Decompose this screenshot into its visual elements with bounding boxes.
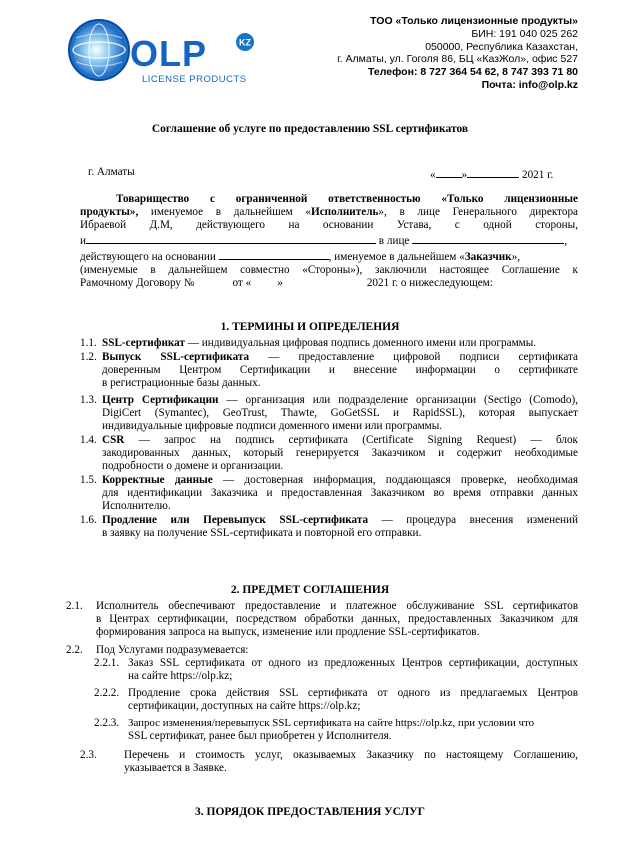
term-1-3: 1.3. Центр Сертификации — организация или подразделение организации (Sectigo (Comodo), DigiCert (Symantec), GeoTrust, Thawte, GoGetSSL и RapidSSL), которая выпускает индивидуальные цифровые подписи доменного имени или программы. [80,394,579,432]
company-address-2: г. Алматы, ул. Гоголя 86, БЦ «КазЖол», офис 527 [337,53,578,66]
logo-brand: OLP [130,33,208,74]
section-1-heading: 1. ТЕРМИНЫ И ОПРЕДЕЛЕНИЯ [220,321,400,333]
company-info [337,15,578,92]
logo-tagline: LICENSE PRODUCTS [142,74,247,85]
clause-2-2: 2.2. Под Услугами подразумевается: [66,644,249,656]
company-phone: Телефон: 8 727 364 54 62, 8 747 393 71 80 [368,66,578,79]
document-title: Соглашение об услуге по предоставлению SSL сертификатов [151,123,469,135]
clause-2-2-2: 2.2.2. Продление срока действия SSL сертификата от одного из предлагаемых Центров сертификации, доступных на сайте https://olp.kz; [94,687,578,712]
date-quote-open: « [430,169,436,181]
date-quote-close: » [461,169,468,181]
intro-party-name: Товарищество с ограниченной ответственностью «Только лицензионные [116,193,578,205]
section-3-heading: 3. ПОРЯДОК ПРЕДОСТАВЛЕНИЯ УСЛУГ [195,806,425,818]
section-2-body [66,600,578,775]
logo-badge-text: KZ [239,37,251,48]
term-1-4: 1.4. CSR — запрос на подпись сертификата (Certificate Signing Request) — блок закодированных данных, который генерируется Заказчиком и содержит необходимые подробности о домене и организации. [80,434,578,472]
globe-icon [69,20,129,80]
term-1-6: 1.6. Продление или Перевыпуск SSL-сертификата — процедура внесения изменений в заявку на получение SSL-сертификата и повторной его отправки. [80,514,578,539]
company-email: Почта: info@olp.kz [481,78,578,91]
company-name: ТОО «Только лицензионные продукты» [370,15,578,27]
clause-2-3: 2.3. Перечень и стоимость услуг, оказываемых Заказчику по настоящему Соглашению, указывается в Заявке. [80,749,578,774]
date-year: 2021 г. [521,169,554,181]
clause-2-2-3: 2.2.3. Запрос изменения/перевыпуск SSL сертификата на сайте https://olp.kz, при условии что SSL сертификат, ранее был приобретен у Исполнителя. [94,717,535,742]
term-1-2: 1.2. Выпуск SSL-сертификата — предоставление цифровой подписи сертификата доверенным Центром Сертификации и внесение информации о сертификате в регистрационные базы данных. [80,351,578,389]
clause-2-1: 2.1. Исполнитель обеспечивают предоставление и платежное обслуживание SSL сертификатов в Центрах сертификации, посредством обработки данных, предоставленных Заказчиком для формирования запроса на выпуск, изменение или продление SSL-сертификатов. [66,600,578,638]
date-line [430,166,553,182]
company-bin: БИН: 191 040 025 262 [471,27,578,40]
company-address-1: 050000, Республика Казахстан, [425,40,578,53]
city: г. Алматы [88,166,135,178]
section-2-heading: 2. ПРЕДМЕТ СОГЛАШЕНИЯ [230,584,390,596]
olp-logo [62,12,262,87]
section-1-list [80,337,578,540]
clause-2-2-1: 2.2.1. Заказ SSL сертификата от одного из предложенных Центров сертификации, доступных на сайте https://olp.kz; [94,657,578,682]
intro-paragraph: Товарищество с ограниченной ответственностью «Только лицензионные продукты», именуемое в дальнейшем «Исполнитель», в лице Генерального директора Ибраевой Д.М, действующего на основании Устава, с одной стороны, и в лице , действующего на основании , именуемое в дальнейшем «Заказчик», (именуемые в дальнейшем совместно «Стороны»), заключили настоящее Соглашение к Рамочному Договору № от « » 2021 г. о нижеследующем: [80,193,578,289]
term-1-5: 1.5. Корректные данные — достоверная информация, поддающаяся проверке, необходимая для идентификации Заказчика и предоставленная Заказчиком во время отправки данных Исполнителю. [80,474,578,512]
term-1-1: 1.1. SSL-сертификат — индивидуальная цифровая подпись доменного имени или программы. [80,337,537,349]
